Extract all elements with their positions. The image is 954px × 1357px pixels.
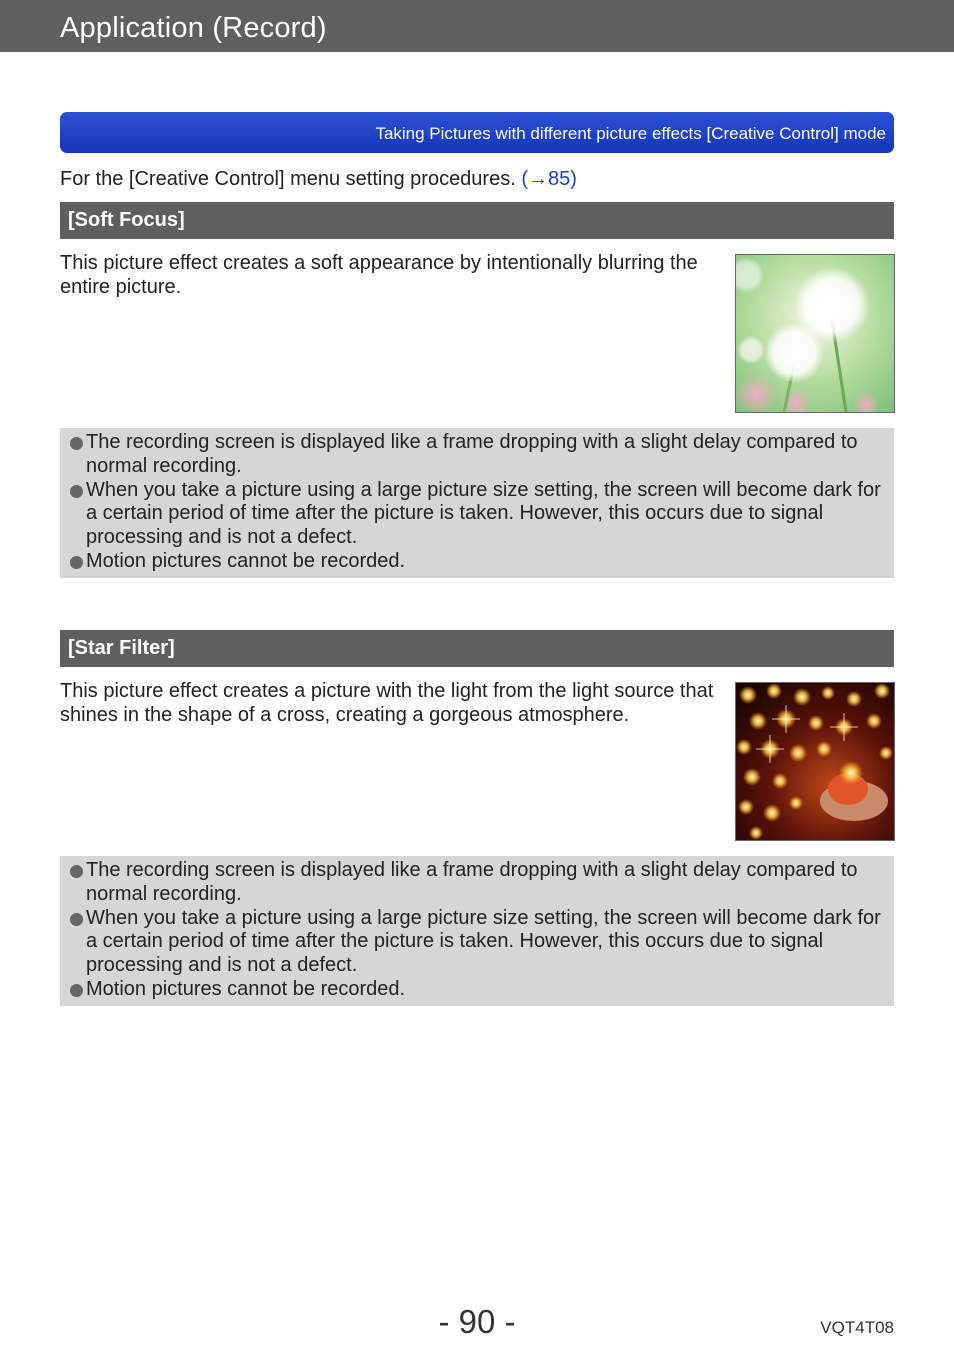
bullet-icon bbox=[70, 556, 83, 569]
note-item: When you take a picture using a large picture size setting, the screen will become dark for a certain period of time after the picture is taken. However, this occurs due to signal processing and is not a defect. bbox=[68, 907, 883, 978]
note-item: The recording screen is displayed like a frame dropping with a slight delay compared to normal recording. bbox=[68, 859, 883, 907]
note-item: Motion pictures cannot be recorded. bbox=[68, 550, 883, 574]
chapter-banner-text: Taking Pictures with different picture effects [Creative Control] mode bbox=[375, 124, 886, 143]
header-title: Application (Record) bbox=[60, 12, 327, 44]
note-item: The recording screen is displayed like a frame dropping with a slight delay compared to normal recording. bbox=[68, 431, 883, 479]
bullet-icon bbox=[70, 485, 83, 498]
section-description: This picture effect creates a picture with the light from the light source that shines in the shape of a cross, creating a gorgeous atmosphere. bbox=[60, 680, 714, 726]
notes-box-soft-focus bbox=[60, 428, 894, 578]
soft-focus-sample-photo bbox=[735, 254, 895, 413]
star-filter-sample-photo bbox=[735, 682, 895, 841]
section-heading-soft-focus bbox=[60, 202, 894, 239]
section-title: [Star Filter] bbox=[68, 637, 175, 659]
bullet-icon bbox=[70, 913, 83, 926]
section-description: This picture effect creates a soft appearance by intentionally blurring the entire picture. bbox=[60, 252, 698, 298]
bullet-icon bbox=[70, 437, 83, 450]
page-reference-link[interactable]: (→85) bbox=[521, 168, 577, 190]
chapter-banner bbox=[60, 112, 894, 153]
notes-box-star-filter bbox=[60, 856, 894, 1006]
section-heading-star-filter bbox=[60, 630, 894, 667]
document-code: VQT4T08 bbox=[820, 1318, 894, 1337]
page-number: - 90 - bbox=[438, 1303, 516, 1340]
header-bar bbox=[0, 0, 954, 52]
note-item: When you take a picture using a large picture size setting, the screen will become dark for a certain period of time after the picture is taken. However, this occurs due to signal processing and is not a defect. bbox=[68, 479, 883, 550]
section-title: [Soft Focus] bbox=[68, 209, 185, 231]
intro-line bbox=[60, 168, 577, 191]
note-item: Motion pictures cannot be recorded. bbox=[68, 978, 883, 1002]
bullet-icon bbox=[70, 984, 83, 997]
intro-text: For the [Creative Control] menu setting procedures. bbox=[60, 168, 522, 190]
bullet-icon bbox=[70, 865, 83, 878]
